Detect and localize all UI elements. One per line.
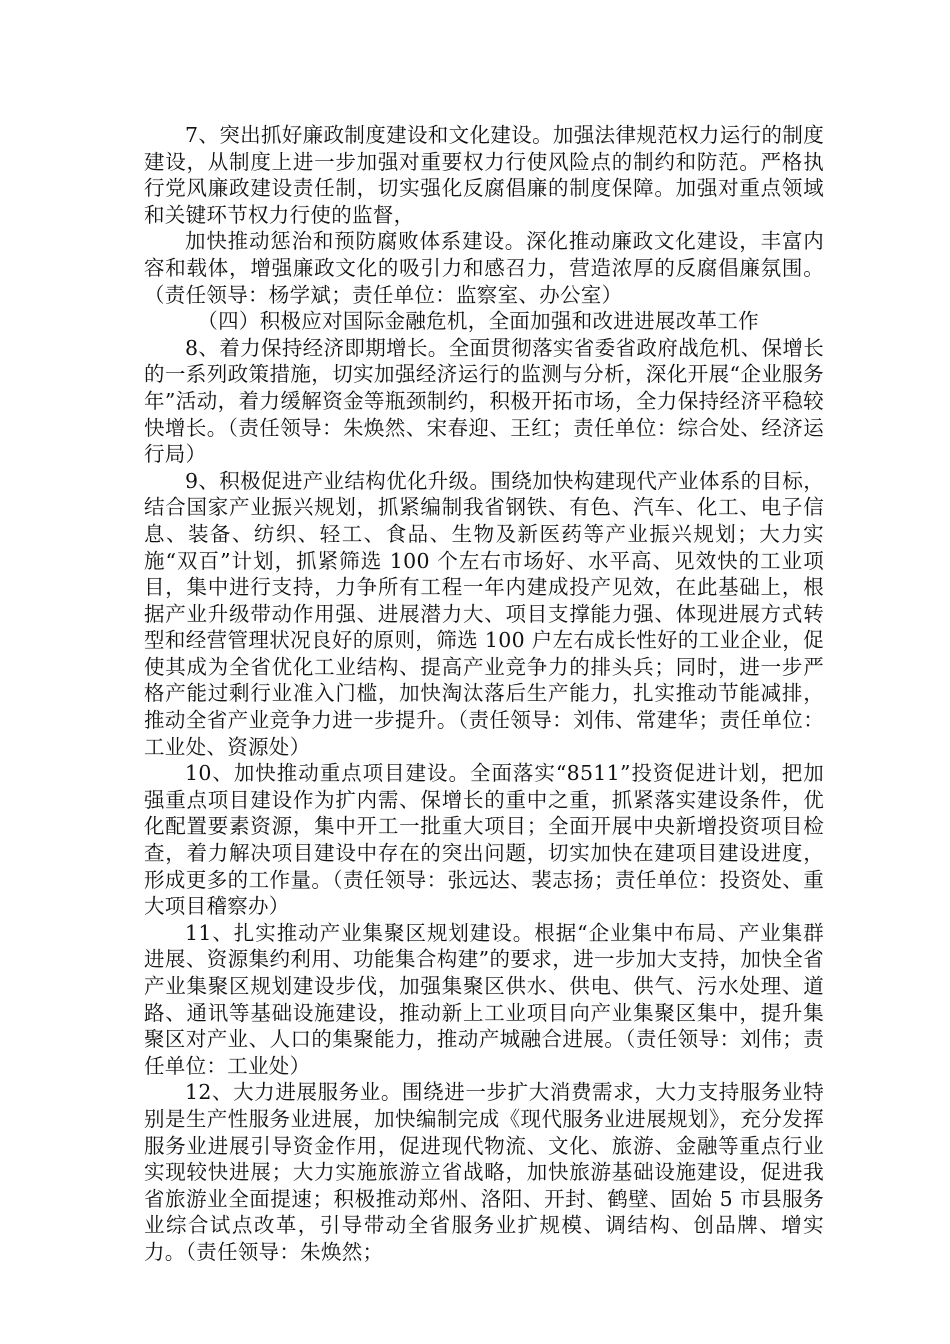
document-body xyxy=(144,122,824,1266)
section-heading-4: （四）积极应对国际金融危机，全面加强和改进进展改革工作 xyxy=(197,309,759,334)
paragraph-item-11: 11、扎实推动产业集聚区规划建设。根据“企业集中布局、产业集群进展、资源集约利用、功能集合构建”的要求，进一步加大支持，加快全省产业集聚区规划建设步伐，加强集聚区供水、供电、供气、污水处理、道路、通讯等基础设施建设，推动新上工业项目向产业集聚区集中，提升集聚区对产业、人口的集聚能力，推动产城融合进展。（责任领导：刘伟；责任单位：工业处） xyxy=(144,920,824,1078)
paragraph-item-10: 10、加快推动重点项目建设。全面落实“8511”投资促进计划，把加强重点项目建设作为扩内需、保增长的重中之重，抓紧落实建设条件，优化配置要素资源，集中开工一批重大项目；全面开展中央新增投资项目检查，着力解决项目建设中存在的突出问题，切实加快在建项目建设进度，形成更多的工作量。（责任领导：张远达、裴志扬；责任单位：投资处、重大项目稽察办） xyxy=(144,761,824,919)
paragraph-item-7: 7、突出抓好廉政制度建设和文化建设。加强法律规范权力运行的制度建设，从制度上进一步加强对重要权力行使风险点的制约和防范。严格执行党风廉政建设责任制，切实强化反腐倡廉的制度保障。加强对重点领域和关键环节权力行使的监督， xyxy=(144,123,824,227)
paragraph-item-8: 8、着力保持经济即期增长。全面贯彻落实省委省政府战危机、保增长的一系列政策措施，切实加强经济运行的监测与分析，深化开展“企业服务年”活动，着力缓解资金等瓶颈制约，积极开拓市场，全力保持经济平稳较快增长。（责任领导：朱焕然、宋春迎、王红；责任单位：综合处、经济运行局） xyxy=(144,335,824,467)
paragraph-anticorruption-system: 加快推动惩治和预防腐败体系建设。深化推动廉政文化建设，丰富内容和载体，增强廉政文化的吸引力和感召力，营造浓厚的反腐倡廉氛围。（责任领导：杨学斌；责任单位：监察室、办公室） xyxy=(144,229,824,307)
paragraph-item-9: 9、积极促进产业结构优化升级。围绕加快构建现代产业体系的目标，结合国家产业振兴规划，抓紧编制我省钢铁、有色、汽车、化工、电子信息、装备、纺织、轻工、食品、生物及新医药等产业振兴规划；大力实施“双百”计划，抓紧筛选 100 个左右市场好、水平高、见效快的工业项目，集中进行支持，力争所有工程一年内建成投产见效，在此基础上，根据产业升级带动作用强、进展潜力大、项目支撑能力强、体现进展方式转型和经营管理状况良好的原则，筛选 100 户左右成长性好的工业企业，促使其成为全省优化工业结构、提高产业竞争力的排头兵；同时，进一步严格产能过剩行业准入门槛，加快淘汰落后生产能力，扎实推动节能减排，推动全省产业竞争力进一步提升。（责任领导：刘伟、常建华；责任单位：工业处、资源处） xyxy=(144,468,824,759)
paragraph-item-12: 12、大力进展服务业。围绕进一步扩大消费需求，大力支持服务业特别是生产性服务业进展，加快编制完成《现代服务业进展规划》，充分发挥服务业进展引导资金作用，促进现代物流、文化、旅游、金融等重点行业实现较快进展；大力实施旅游立省战略，加快旅游基础设施建设，促进我省旅游业全面提速；积极推动郑州、洛阳、开封、鹤壁、固始 5 市县服务业综合试点改革，引导带动全省服务业扩规模、调结构、创品牌、增实力。（责任领导：朱焕然； xyxy=(144,1080,824,1264)
